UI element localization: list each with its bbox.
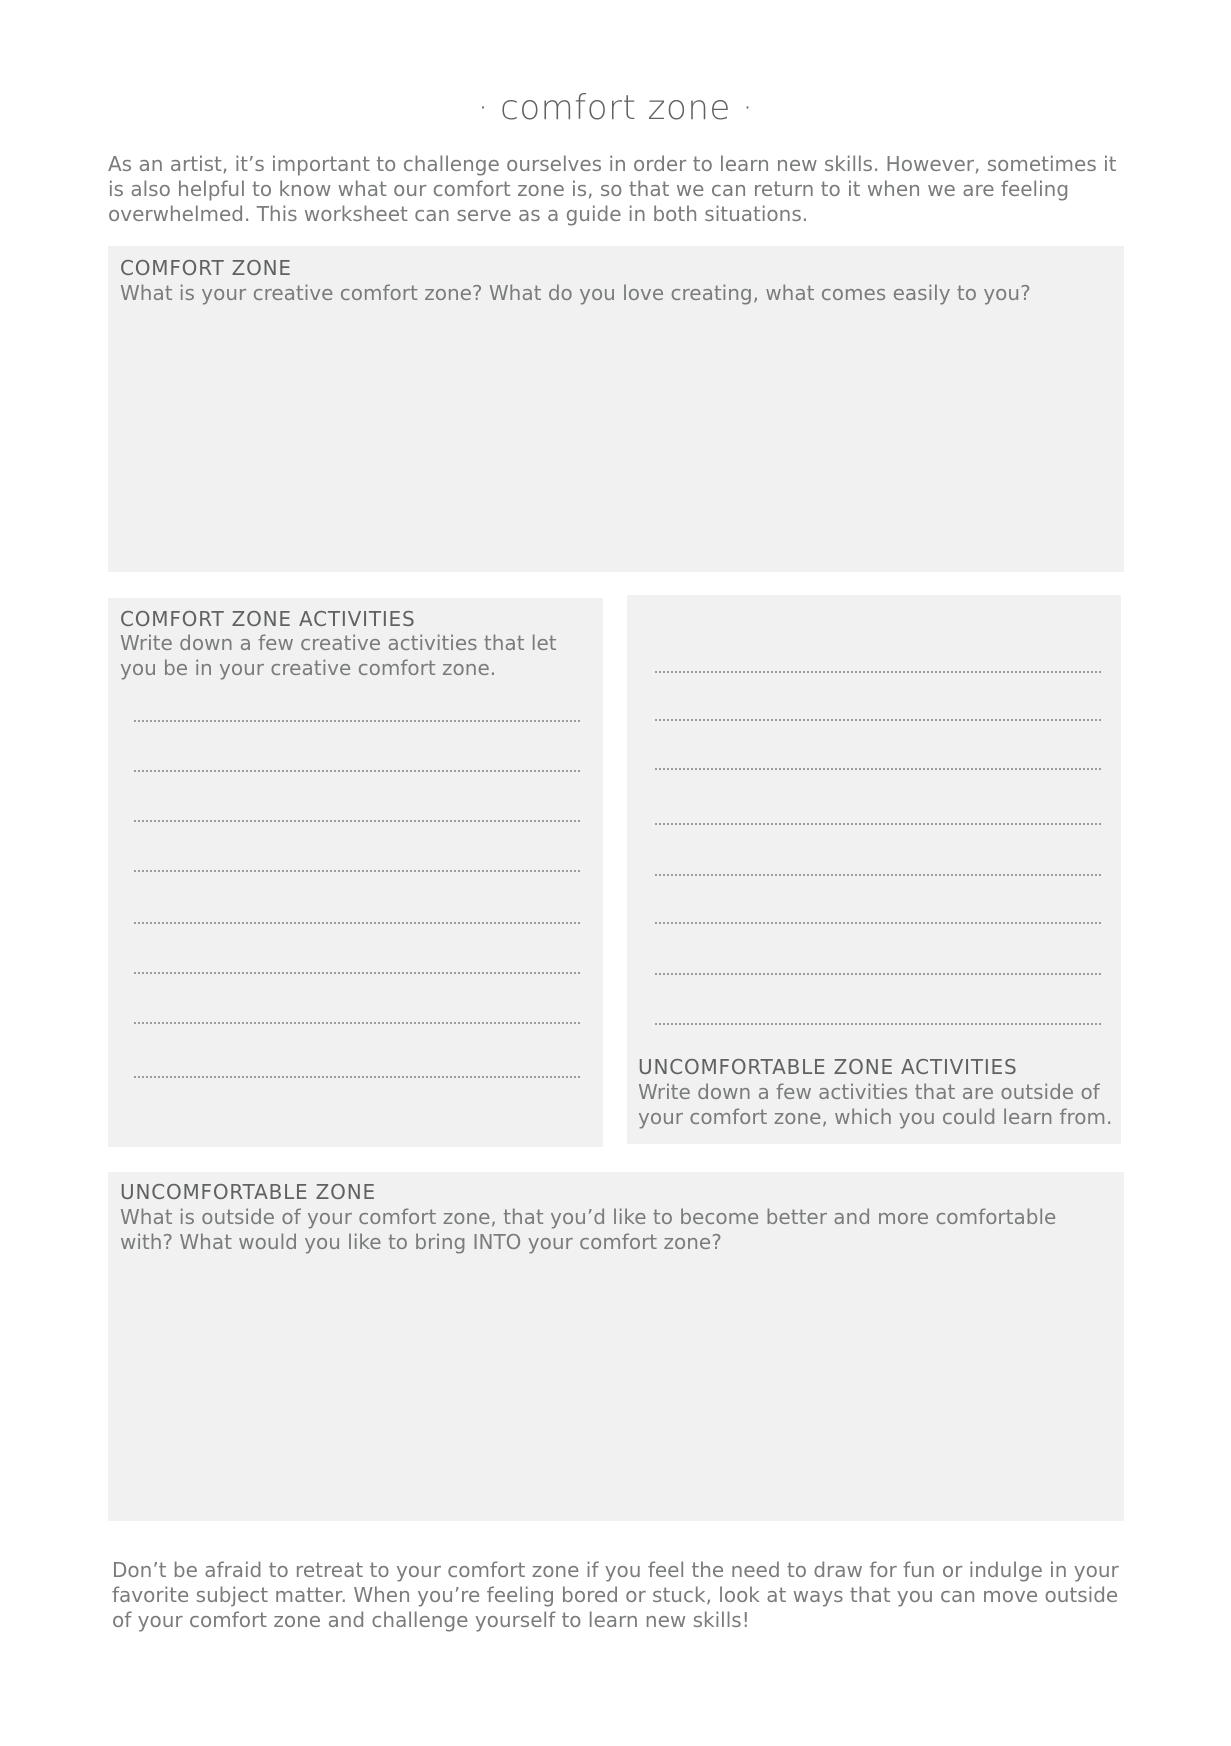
comfort-zone-heading: COMFORT ZONE: [120, 256, 292, 280]
closing-paragraph: Don’t be afraid to retreat to your comfort zone if you feel the need to draw for fun or indulge in your favorite subject matter. When you’re feeling bored or stuck, look at ways that you can move outside of your comfort zone and challenge yourself to learn new skills!: [112, 1558, 1119, 1632]
uncomfortable-activities-box: [627, 595, 1121, 1144]
uncomfortable-activities-prompt: Write down a few activities that are outside of your comfort zone, which you could learn from.: [638, 1080, 1113, 1129]
uncomfortable-activity-line[interactable]: [655, 874, 1101, 876]
uncomfortable-activity-line[interactable]: [655, 922, 1101, 924]
comfort-activity-line[interactable]: [134, 1076, 580, 1078]
comfort-activity-line[interactable]: [134, 1022, 580, 1024]
page-title: · comfort zone ·: [477, 88, 754, 128]
uncomfortable-activity-line[interactable]: [655, 823, 1101, 825]
comfort-zone-prompt: What is your creative comfort zone? What do you love creating, what comes easily to you?: [120, 281, 1031, 305]
comfort-activity-line[interactable]: [134, 770, 580, 772]
uncomfortable-activity-line[interactable]: [655, 671, 1101, 673]
comfort-activity-line[interactable]: [134, 922, 580, 924]
comfort-activity-line[interactable]: [134, 870, 580, 872]
uncomfortable-activity-line[interactable]: [655, 768, 1101, 770]
uncomfortable-zone-box[interactable]: [108, 1172, 1124, 1521]
comfort-activity-line[interactable]: [134, 972, 580, 974]
comfort-activities-box: [108, 598, 603, 1147]
comfort-zone-box[interactable]: [108, 246, 1124, 572]
comfort-activities-heading: COMFORT ZONE ACTIVITIES: [120, 607, 416, 631]
uncomfortable-activity-line[interactable]: [655, 973, 1101, 975]
uncomfortable-activity-line[interactable]: [655, 1023, 1101, 1025]
comfort-activity-line[interactable]: [134, 820, 580, 822]
uncomfortable-zone-prompt: What is outside of your comfort zone, that you’d like to become better and more comfortable with? What would you like to bring INTO your comfort zone?: [120, 1205, 1057, 1254]
comfort-activities-prompt: Write down a few creative activities that let you be in your creative comfort zone.: [120, 631, 557, 680]
uncomfortable-activities-heading: UNCOMFORTABLE ZONE ACTIVITIES: [638, 1055, 1018, 1079]
uncomfortable-activity-line[interactable]: [655, 719, 1101, 721]
uncomfortable-zone-heading: UNCOMFORTABLE ZONE: [120, 1180, 376, 1204]
comfort-activity-line[interactable]: [134, 720, 580, 722]
intro-paragraph: As an artist, it’s important to challenge ourselves in order to learn new skills. However, sometimes it is also helpful to know what our comfort zone is, so that we can return to it when we are feeling overwhelmed. This worksheet can serve as a guide in both situations.: [108, 152, 1117, 226]
